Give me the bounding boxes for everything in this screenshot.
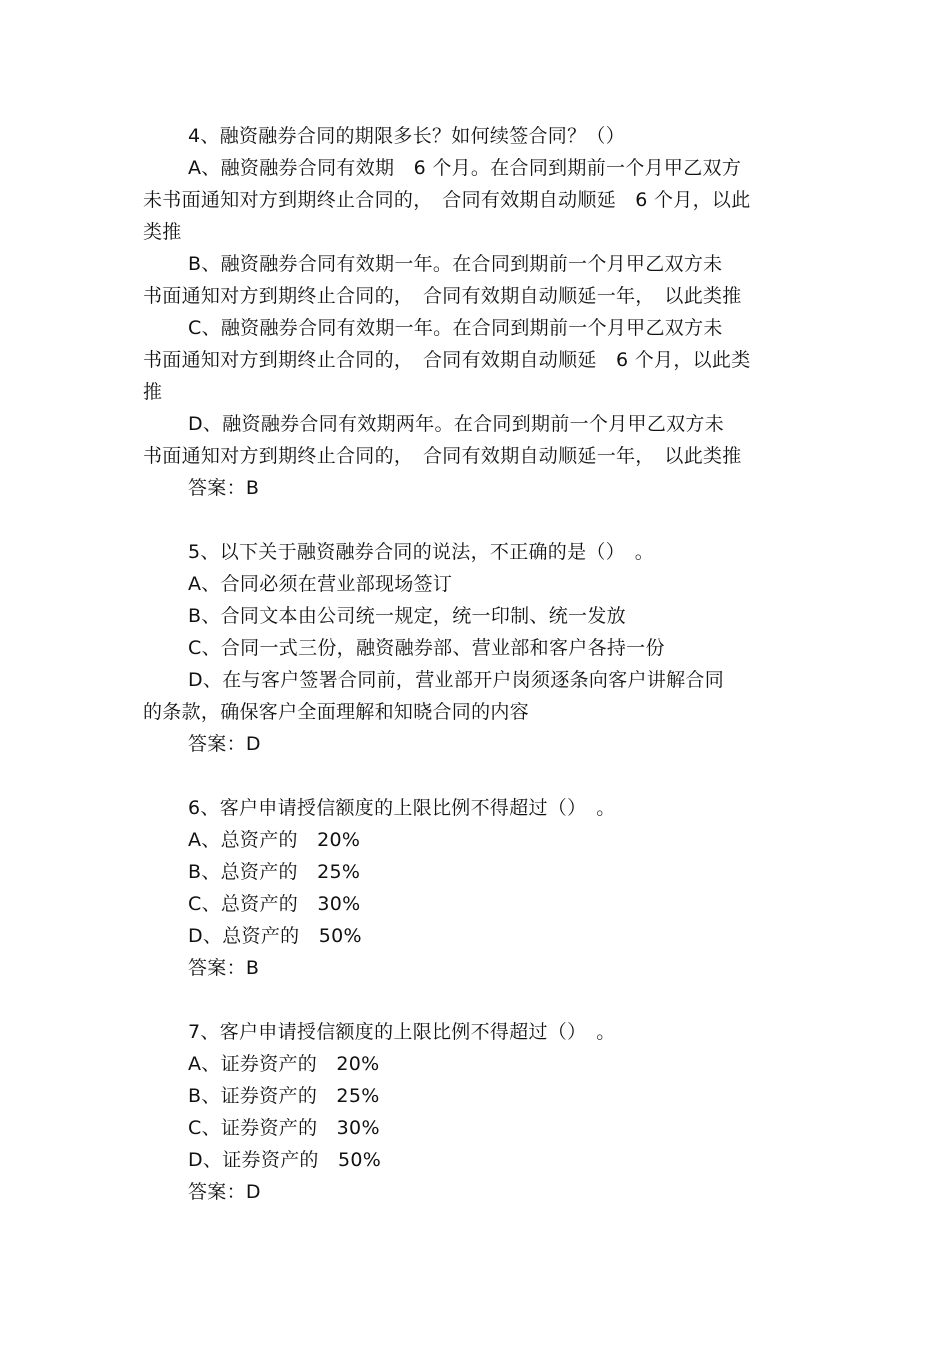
option-d-line-1: D、证券资产的 50%	[188, 1149, 382, 1171]
option-b-line-1: B、合同文本由公司统一规定，统一印制、统一发放	[188, 605, 626, 627]
question-stem: 4、融资融券合同的期限多长？如何续签合同？（）	[188, 125, 625, 147]
option-b-line-1: B、证券资产的 25%	[188, 1085, 380, 1107]
answer: 答案：D	[188, 733, 261, 755]
question-stem: 6、客户申请授信额度的上限比例不得超过（） 。	[188, 797, 616, 819]
answer: 答案：D	[188, 1181, 261, 1203]
option-d-line-2: 的条款，确保客户全面理解和知晓合同的内容	[143, 701, 530, 723]
option-a-line-1: A、证券资产的 20%	[188, 1053, 380, 1075]
option-b-line-1: B、融资融券合同有效期一年。在合同到期前一个月甲乙双方未	[188, 253, 723, 275]
option-c-line-1: C、总资产的 30%	[188, 893, 361, 915]
option-a-line-3: 类推	[143, 221, 182, 243]
option-b-line-1: B、总资产的 25%	[188, 861, 361, 883]
answer: 答案：B	[188, 957, 260, 979]
option-d-line-1: D、在与客户签署合同前，营业部开户岗须逐条向客户讲解合同	[188, 669, 725, 691]
answer: 答案：B	[188, 477, 260, 499]
option-c-line-2: 书面通知对方到期终止合同的， 合同有效期自动顺延 6 个月，以此类	[143, 349, 751, 371]
option-a-line-1: A、融资融券合同有效期 6 个月。在合同到期前一个月甲乙双方	[188, 157, 742, 179]
option-a-line-1: A、合同必须在营业部现场签订	[188, 573, 453, 595]
option-c-line-1: C、融资融券合同有效期一年。在合同到期前一个月甲乙双方未	[188, 317, 723, 339]
option-a-line-2: 未书面通知对方到期终止合同的， 合同有效期自动顺延 6 个月，以此	[143, 189, 751, 211]
option-c-line-1: C、合同一式三份，融资融券部、营业部和客户各持一份	[188, 637, 665, 659]
option-b-line-2: 书面通知对方到期终止合同的， 合同有效期自动顺延一年， 以此类推	[143, 285, 742, 307]
question-stem: 5、以下关于融资融券合同的说法，不正确的是（） 。	[188, 541, 655, 563]
question-stem: 7、客户申请授信额度的上限比例不得超过（） 。	[188, 1021, 616, 1043]
option-d-line-2: 书面通知对方到期终止合同的， 合同有效期自动顺延一年， 以此类推	[143, 445, 742, 467]
option-d-line-1: D、总资产的 50%	[188, 925, 362, 947]
option-c-line-1: C、证券资产的 30%	[188, 1117, 380, 1139]
option-a-line-1: A、总资产的 20%	[188, 829, 361, 851]
option-d-line-1: D、融资融券合同有效期两年。在合同到期前一个月甲乙双方未	[188, 413, 725, 435]
option-c-line-3: 推	[143, 381, 163, 403]
